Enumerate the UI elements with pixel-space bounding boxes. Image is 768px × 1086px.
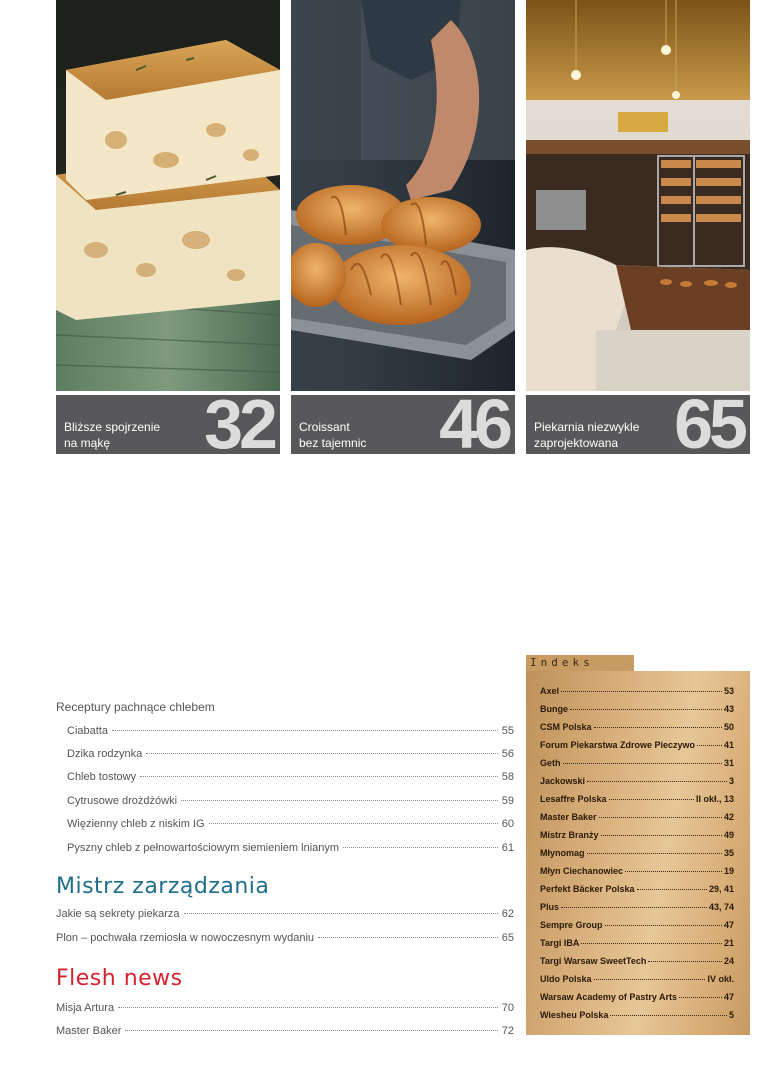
index-entry[interactable] bbox=[540, 1010, 734, 1020]
index-entry-name: CSM Polska bbox=[540, 722, 592, 732]
toc-entry-title: Misja Artura bbox=[56, 1002, 115, 1014]
toc-entry-title: Master Baker bbox=[56, 1025, 122, 1037]
toc-entry[interactable] bbox=[56, 1025, 514, 1037]
index-entry-name: Wiesheu Polska bbox=[540, 1010, 609, 1020]
toc-entry-page: 55 bbox=[501, 725, 514, 737]
caption-line: Piekarnia niezwykle bbox=[534, 420, 640, 434]
feature-band bbox=[526, 395, 750, 454]
croissant-photo bbox=[291, 0, 515, 391]
index-entry-page: 49 bbox=[723, 830, 734, 840]
index-entry[interactable] bbox=[540, 794, 734, 804]
feature-caption bbox=[299, 419, 419, 451]
caption-line: zaprojektowana bbox=[534, 436, 619, 450]
index-entry[interactable] bbox=[540, 704, 734, 714]
index-entry[interactable] bbox=[540, 938, 734, 948]
toc-entry-title: Dzika rodzynka bbox=[67, 748, 143, 760]
index-entry-page: 3 bbox=[728, 776, 734, 786]
toc-entry[interactable] bbox=[67, 818, 514, 830]
index-entry[interactable] bbox=[540, 758, 734, 768]
feature-caption bbox=[64, 419, 184, 451]
company-index bbox=[526, 671, 750, 1035]
index-entry-name: Axel bbox=[540, 686, 560, 696]
index-entry-name: Mistrz Branży bbox=[540, 830, 599, 840]
toc-entry-page: 56 bbox=[501, 748, 514, 760]
index-entry-page: 50 bbox=[723, 722, 734, 732]
index-entry-page: 35 bbox=[723, 848, 734, 858]
index-entry-page: 21 bbox=[723, 938, 734, 948]
feature-page-number: 32 bbox=[204, 395, 274, 454]
index-entry[interactable] bbox=[540, 866, 734, 876]
index-entry-page: 29, 41 bbox=[708, 884, 734, 894]
toc-entry[interactable] bbox=[67, 748, 514, 760]
toc-entry-page: 59 bbox=[501, 795, 514, 807]
index-entry-name: Plus bbox=[540, 902, 560, 912]
index-entry-page: 19 bbox=[723, 866, 734, 876]
toc-entry[interactable] bbox=[56, 932, 514, 944]
toc-entry-page: 60 bbox=[501, 818, 514, 830]
index-entry[interactable] bbox=[540, 830, 734, 840]
toc-entry[interactable] bbox=[67, 725, 514, 737]
focaccia-photo bbox=[56, 0, 280, 391]
index-entry[interactable] bbox=[540, 812, 734, 822]
toc-entry-title: Jakie są sekrety piekarza bbox=[56, 908, 180, 920]
company-index-title: Indeks bbox=[526, 655, 634, 671]
toc-entry[interactable] bbox=[67, 842, 514, 854]
caption-line: na mąkę bbox=[64, 436, 111, 450]
index-entry[interactable] bbox=[540, 686, 734, 696]
index-entry-name: Geth bbox=[540, 758, 561, 768]
index-entry-name: Forum Piekarstwa Zdrowe Pieczywo bbox=[540, 740, 696, 750]
toc-entry-page: 62 bbox=[501, 908, 514, 920]
toc-entry-title: Plon – pochwała rzemiosła w nowoczesnym wydaniu bbox=[56, 932, 315, 944]
toc-entry-page: 72 bbox=[501, 1025, 514, 1037]
caption-line: Croissant bbox=[299, 420, 350, 434]
index-entry[interactable] bbox=[540, 740, 734, 750]
toc-entry[interactable] bbox=[67, 795, 514, 807]
toc-entry-page: 70 bbox=[501, 1002, 514, 1014]
index-entry-name: Uldo Polska bbox=[540, 974, 592, 984]
toc-entry-title: Więzienny chleb z niskim IG bbox=[67, 818, 205, 830]
feature-band bbox=[56, 395, 280, 454]
section-title-management: Mistrz zarządzania bbox=[56, 874, 270, 899]
index-entry-name: Bunge bbox=[540, 704, 568, 714]
section-title-news: Flesh news bbox=[56, 966, 183, 991]
toc-entry-title: Ciabatta bbox=[67, 725, 108, 737]
index-entry[interactable] bbox=[540, 884, 734, 894]
index-entry[interactable] bbox=[540, 920, 734, 930]
index-entry-page: IV okł. bbox=[707, 974, 734, 984]
index-entry-name: Lesaffre Polska bbox=[540, 794, 607, 804]
index-entry-name: Warsaw Academy of Pastry Arts bbox=[540, 992, 678, 1002]
index-entry-name: Jackowski bbox=[540, 776, 586, 786]
index-entry-page: 41 bbox=[723, 740, 734, 750]
index-entry-page: 43 bbox=[723, 704, 734, 714]
toc-entry[interactable] bbox=[56, 908, 514, 920]
index-entry[interactable] bbox=[540, 848, 734, 858]
index-entry-name: Targi IBA bbox=[540, 938, 580, 948]
index-entry-name: Młyn Ciechanowiec bbox=[540, 866, 624, 876]
index-entry[interactable] bbox=[540, 722, 734, 732]
toc-entry-title: Cytrusowe drożdżówki bbox=[67, 795, 178, 807]
index-entry-page: 47 bbox=[723, 920, 734, 930]
index-entry-name: Master Baker bbox=[540, 812, 597, 822]
index-entry-name: Sempre Group bbox=[540, 920, 603, 930]
feature-band bbox=[291, 395, 515, 454]
feature-caption bbox=[534, 419, 654, 451]
index-entry-name: Targi Warsaw SweetTech bbox=[540, 956, 647, 966]
index-entry-page: 47 bbox=[723, 992, 734, 1002]
toc-entry-page: 61 bbox=[501, 842, 514, 854]
bakery-interior-photo bbox=[526, 0, 750, 391]
index-entry-page: 24 bbox=[723, 956, 734, 966]
index-entry-page: 31 bbox=[723, 758, 734, 768]
toc-entry-title: Chleb tostowy bbox=[67, 771, 137, 783]
feature-page-number: 65 bbox=[674, 395, 744, 454]
index-entry-name: Perfekt Bäcker Polska bbox=[540, 884, 635, 894]
toc-entry[interactable] bbox=[56, 1002, 514, 1014]
toc-entry-page: 65 bbox=[501, 932, 514, 944]
caption-line: bez tajemnic bbox=[299, 436, 367, 450]
toc-entry[interactable] bbox=[67, 771, 514, 783]
feature-page-number: 46 bbox=[439, 395, 509, 454]
recipes-heading: Receptury pachnące chlebem bbox=[56, 700, 215, 714]
index-entry-page: II okł., 13 bbox=[695, 794, 734, 804]
index-entry-page: 53 bbox=[723, 686, 734, 696]
index-entry[interactable] bbox=[540, 902, 734, 912]
index-entry-page: 42 bbox=[723, 812, 734, 822]
index-entry[interactable] bbox=[540, 956, 734, 966]
caption-line: Bliższe spojrzenie bbox=[64, 420, 161, 434]
index-entry-page: 43, 74 bbox=[708, 902, 734, 912]
index-entry-page: 5 bbox=[728, 1010, 734, 1020]
toc-entry-page: 58 bbox=[501, 771, 514, 783]
index-entry-name: Młynomag bbox=[540, 848, 585, 858]
index-entry[interactable] bbox=[540, 776, 734, 786]
toc-entry-title: Pyszny chleb z pełnowartościowym siemieniem lnianym bbox=[67, 842, 340, 854]
index-entry[interactable] bbox=[540, 974, 734, 984]
index-entry[interactable] bbox=[540, 992, 734, 1002]
